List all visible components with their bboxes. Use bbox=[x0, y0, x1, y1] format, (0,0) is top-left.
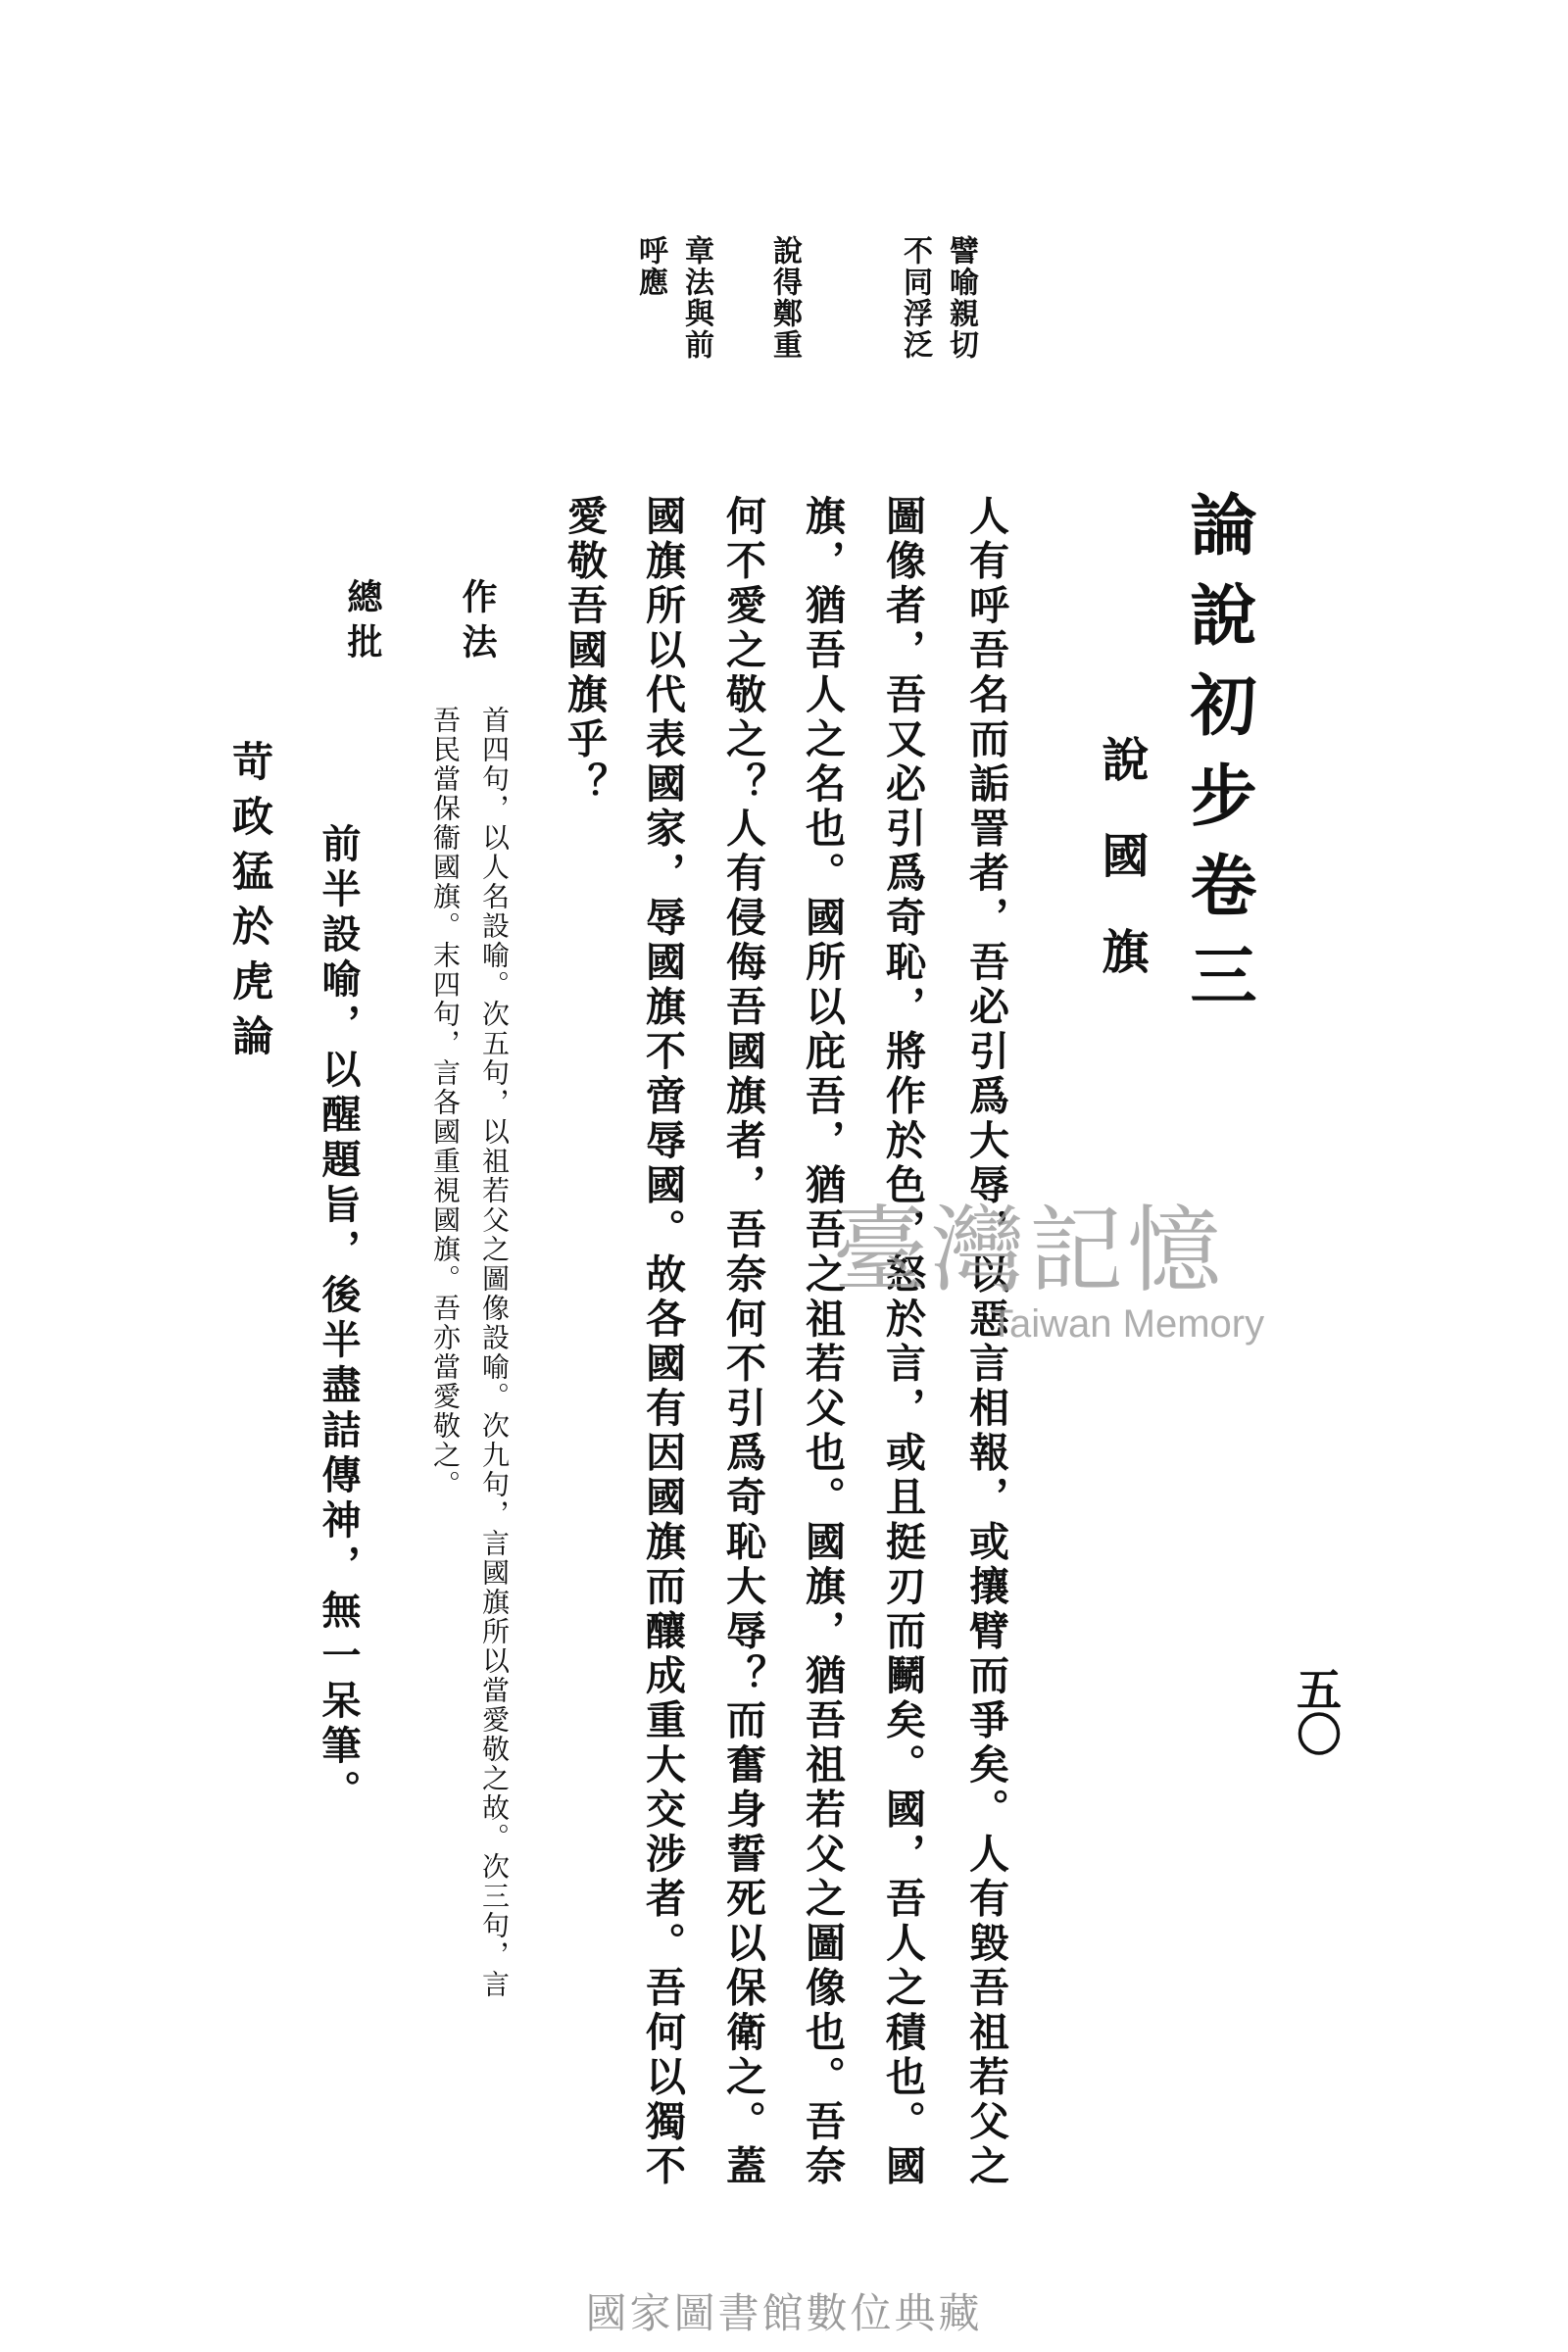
essay-title: 說國旗 bbox=[1094, 735, 1149, 1023]
body-column: 旗，猶吾人之名也。國所以庇吾，猶吾之祖若父也。國旗，猶吾祖若父之圖像也。吾奈 bbox=[799, 495, 846, 2189]
watermark-logo bbox=[833, 1176, 1264, 1347]
body-column: 愛敬吾國旗乎？ bbox=[561, 495, 608, 808]
body-column: 國旗所以代表國家，辱國旗不啻辱國。故各國有因國旗而釀成重大交涉者。吾何以獨不 bbox=[639, 495, 686, 2189]
footer-collection-name: 國家圖書館數位典藏 bbox=[585, 2289, 983, 2337]
method-label: 作法 bbox=[457, 578, 498, 668]
body-column: 何不愛之敬之？人有侵侮吾國旗者，吾奈何不引爲奇恥大辱？而奮身誓死以保衛之。蓋 bbox=[719, 495, 766, 2189]
watermark-english: Taiwan Memory bbox=[990, 1302, 1265, 1346]
body-column: 人有呼吾名而詬詈者，吾必引爲大辱，以惡言相報，或攘臂而爭矣。人有毀吾祖若父之 bbox=[962, 495, 1009, 2189]
method-column: 吾民當保衞國旗。末四句，言各國重視國旗。吾亦當愛敬之。 bbox=[429, 706, 462, 1499]
next-essay-title: 苛政猛於虎論 bbox=[226, 740, 274, 1069]
margin-note: 不同浮泛 bbox=[898, 235, 932, 361]
page-number: 五〇 bbox=[1290, 1666, 1343, 1756]
watermark-chinese: 臺灣記憶 bbox=[833, 1196, 1225, 1305]
summary-label: 總批 bbox=[342, 578, 383, 668]
body-column: 圖像者，吾又必引爲奇恥，將作於色，怒於言，或且挺刃而鬭矣。國，吾人之積也。國 bbox=[879, 495, 926, 2189]
book-title: 論說初步卷三 bbox=[1179, 490, 1257, 1031]
margin-note: 章法與前 bbox=[679, 235, 713, 361]
margin-note: 譬喻親切 bbox=[944, 235, 978, 361]
summary-text: 前半設喻，以醒題旨，後半盡詰傳神，無一呆筆。 bbox=[316, 823, 362, 1815]
margin-note: 說得鄭重 bbox=[767, 235, 802, 361]
method-column: 首四句，以人名設喻。次五句，以祖若父之圖像設喻。次九句，言國旗所以當愛敬之故。次三句，言 bbox=[478, 706, 511, 1999]
margin-note: 呼應 bbox=[633, 235, 667, 298]
